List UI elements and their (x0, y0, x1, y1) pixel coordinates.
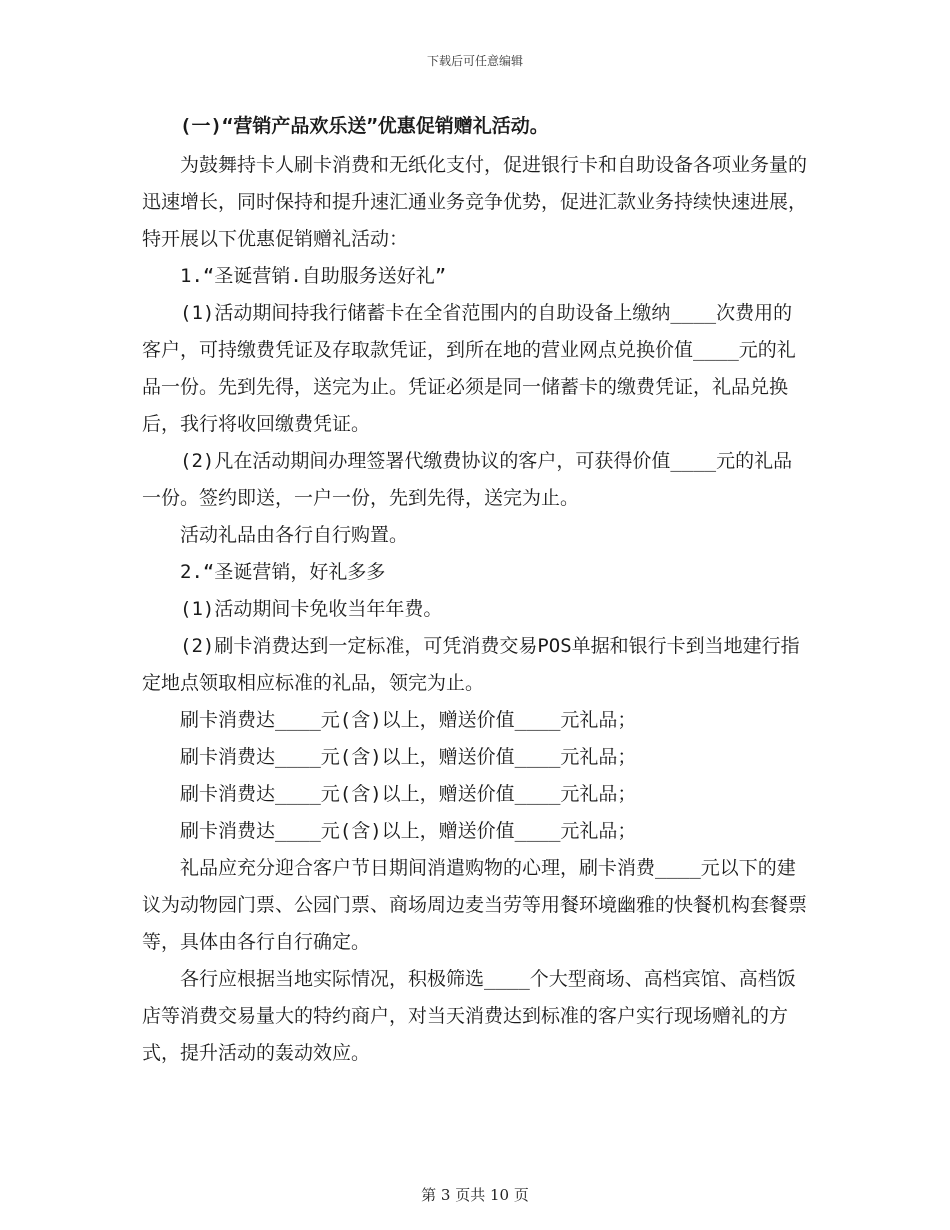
subheading-2: 2.“圣诞营销，好礼多多 (180, 561, 386, 583)
document-body (142, 108, 810, 1072)
section-title: (一)“营销产品欢乐送”优惠促销赠礼活动。 (180, 115, 549, 137)
tier-line-3: 刷卡消费达____元(含)以上，赠送价值____元礼品； (180, 783, 637, 805)
paragraph-intro: 为鼓舞持卡人刷卡消费和无纸化支付，促进银行卡和自助设备各项业务量的迅速增长，同时保持和提升速汇通业务竞争优势，促进汇款业务持续快速进展，特开展以下优惠促销赠礼活动： (142, 154, 808, 250)
paragraph-gift-advice: 礼品应充分迎合客户节日期间消遣购物的心理，刷卡消费____元以下的建议为动物园门票、公园门票、商场周边麦当劳等用餐环境幽雅的快餐机构套餐票等，具体由各行自行确定。 (142, 857, 808, 953)
paragraph-2-2: (2)刷卡消费达到一定标准，可凭消费交易POS单据和银行卡到当地建行指定地点领取相应标准的礼品，领完为止。 (142, 635, 800, 694)
tier-line-4: 刷卡消费达____元(含)以上，赠送价值____元礼品； (180, 820, 637, 842)
paragraph-2-1: (1)活动期间卡免收当年年费。 (180, 598, 443, 620)
paragraph-1-1: (1)活动期间持我行储蓄卡在全省范围内的自助设备上缴纳____次费用的客户，可持缴费凭证及存取款凭证，到所在地的营业网点兑换价值____元的礼品一份。先到先得，送完为止。凭证必须是同一储蓄卡的缴费凭证，礼品兑换后，我行将收回缴费凭证。 (142, 302, 796, 435)
tier-line-2: 刷卡消费达____元(含)以上，赠送价值____元礼品； (180, 746, 637, 768)
page-footer: 第 3 页共 10 页 (421, 1186, 529, 1204)
subheading-1: 1.“圣诞营销.自助服务送好礼” (180, 265, 447, 287)
page-header: 下载后可任意编辑 (426, 54, 523, 68)
tier-line-1: 刷卡消费达____元(含)以上，赠送价值____元礼品； (180, 709, 637, 731)
paragraph-gift-note: 活动礼品由各行自行购置。 (180, 524, 409, 546)
paragraph-merchant: 各行应根据当地实际情况，积极筛选____个大型商场、高档宾馆、高档饭店等消费交易量大的特约商户，对当天消费达到标准的客户实行现场赠礼的方式，提升活动的轰动效应。 (142, 968, 796, 1064)
paragraph-1-2: (2)凡在活动期间办理签署代缴费协议的客户，可获得价值____元的礼品一份。签约即送，一户一份，先到先得，送完为止。 (142, 450, 793, 509)
